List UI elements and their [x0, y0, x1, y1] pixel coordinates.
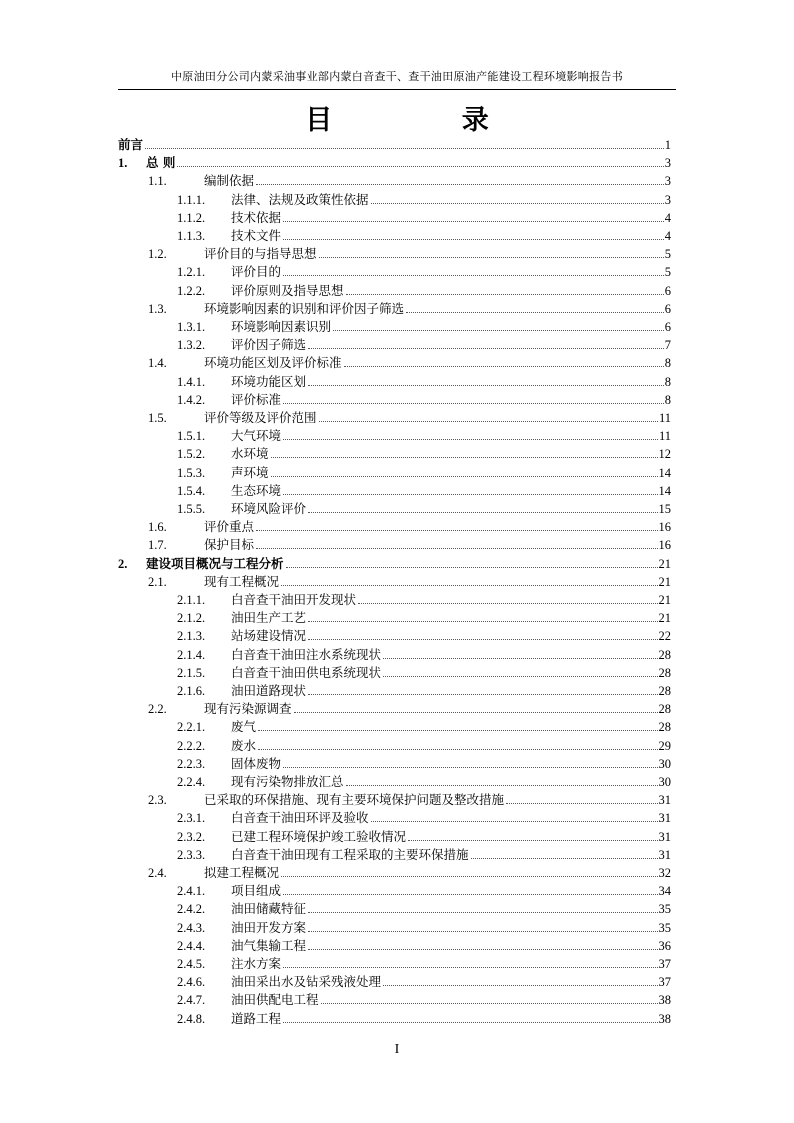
toc-entry-page: 3 — [664, 192, 671, 207]
toc-entry-number: 2. — [118, 556, 128, 571]
toc-entry[interactable] — [148, 536, 671, 553]
toc-entry-number: 2.4.2. — [177, 902, 206, 917]
toc-entry-page: 21 — [658, 574, 671, 589]
toc-entry-title: 白音查干油田开发现状 — [231, 592, 357, 607]
toc-entry-number: 1.2.1. — [177, 265, 206, 280]
toc-entry-title: 白音查干油田环评及验收 — [231, 810, 369, 826]
toc-entry-number: 1.5.1. — [177, 429, 206, 444]
toc-entry-number: 1.5.3. — [177, 465, 206, 480]
toc-entry[interactable] — [148, 791, 671, 808]
toc-entry-title: 已采取的环保措施、现有主要环境保护问题及整改措施 — [204, 792, 505, 808]
toc-entry[interactable] — [177, 991, 671, 1008]
toc-entry[interactable] — [177, 937, 671, 954]
toc-entry-number: 1.1.2. — [177, 210, 206, 225]
toc-entry-title: 环境功能区划 — [231, 373, 307, 389]
toc-entry-page: 11 — [658, 411, 671, 425]
toc-entry[interactable] — [148, 518, 671, 535]
toc-entry-title: 白音查干油田供电系统现状 — [231, 664, 382, 680]
toc-entry-title: 评价目的 — [231, 264, 282, 280]
toc-entry-number: 2.2.2. — [177, 738, 206, 753]
toc-entry-title: 编制依据 — [204, 173, 255, 189]
toc-entry-number: 2.4.3. — [177, 920, 206, 935]
toc-leader-dots — [256, 548, 657, 549]
toc-leader-dots — [256, 530, 657, 531]
toc-entry-page: 31 — [658, 829, 671, 844]
toc-entry-title: 油气集输工程 — [231, 937, 307, 953]
toc-entry-page: 4 — [664, 210, 671, 225]
toc-entry-page: 6 — [664, 320, 671, 334]
toc-entry-page: 22 — [658, 629, 671, 644]
toc-leader-dots — [383, 985, 657, 986]
toc-leader-dots — [308, 694, 657, 695]
toc-entry-page: 30 — [658, 775, 671, 789]
toc-entry-number: 2.4.7. — [177, 993, 206, 1008]
toc-entry-page: 14 — [658, 465, 671, 480]
toc-entry-title: 环境风险评价 — [231, 501, 307, 516]
toc-leader-dots — [308, 912, 657, 913]
toc-entry-page: 6 — [664, 301, 671, 316]
toc-entry-page: 21 — [658, 611, 671, 626]
toc-leader-dots — [258, 730, 657, 731]
toc-entry[interactable] — [177, 318, 671, 335]
toc-entry-number: 1.5.5. — [177, 502, 206, 516]
toc-entry-title: 评价目的与指导思想 — [204, 246, 317, 262]
toc-entry-number: 1.5. — [148, 411, 167, 425]
toc-entry-page: 35 — [658, 902, 671, 917]
toc-entry[interactable] — [177, 591, 671, 608]
toc-leader-dots — [358, 603, 657, 604]
toc-entry-title: 现有工程概况 — [204, 573, 280, 589]
toc-leader-dots — [383, 676, 657, 677]
toc-entry-number: 1.5.2. — [177, 447, 206, 462]
toc-entry[interactable] — [177, 482, 671, 499]
toc-leader-dots — [321, 1003, 658, 1004]
toc-entry-number: 1.2.2. — [177, 283, 206, 298]
toc-entry-title: 环境影响因素的识别和评价因子筛选 — [204, 300, 405, 316]
toc-entry-title: 注水方案 — [231, 956, 282, 971]
toc-entry-page: 28 — [658, 665, 671, 680]
toc-entry-title: 技术依据 — [231, 209, 282, 225]
toc-leader-dots — [283, 967, 657, 968]
toc-entry-title: 评价等级及评价范围 — [204, 410, 317, 425]
toc-entry-number: 2.1. — [148, 574, 167, 589]
toc-entry[interactable] — [177, 755, 671, 772]
toc-entry[interactable] — [118, 136, 671, 153]
toc-entry-page: 21 — [658, 556, 671, 571]
toc-leader-dots — [346, 294, 664, 295]
toc-entry-number: 2.4.8. — [177, 1011, 206, 1026]
toc-entry[interactable] — [177, 846, 671, 863]
toc-entry-number: 2.1.2. — [177, 611, 206, 626]
toc-entry[interactable] — [177, 882, 671, 899]
toc-entry-title: 废气 — [231, 719, 257, 735]
toc-entry-number: 1.4.2. — [177, 392, 206, 407]
toc-entry-title: 评价因子筛选 — [231, 337, 307, 353]
toc-entry-number: 1.4.1. — [177, 374, 206, 389]
toc-leader-dots — [177, 166, 663, 167]
toc-leader-dots — [308, 949, 657, 950]
toc-entry[interactable] — [177, 919, 671, 936]
toc-leader-dots — [258, 749, 657, 750]
toc-leader-dots — [283, 894, 657, 895]
toc-entry-number: 2.3.3. — [177, 847, 206, 862]
toc-entry-number: 2.4. — [148, 866, 167, 880]
toc-leader-dots — [281, 585, 657, 586]
toc-entry[interactable] — [177, 718, 671, 735]
toc-entry-page: 3 — [664, 174, 671, 189]
toc-entry-page: 34 — [658, 884, 671, 899]
toc-entry-title: 站场建设情况 — [231, 628, 307, 644]
toc-entry-number: 1. — [118, 156, 128, 171]
toc-entry-title: 油田采出水及钻采残液处理 — [231, 974, 382, 990]
toc-leader-dots — [471, 858, 658, 859]
toc-entry[interactable] — [177, 955, 671, 972]
toc-title: 目 录 — [305, 105, 549, 136]
toc-leader-dots — [319, 257, 664, 258]
toc-entry-page: 28 — [658, 702, 671, 717]
toc-entry-number: 2.2.3. — [177, 756, 206, 771]
toc-entry-number: 1.6. — [148, 520, 167, 535]
toc-entry-number: 2.3. — [148, 793, 167, 808]
toc-entry[interactable] — [177, 627, 671, 644]
toc-entry-page: 16 — [658, 520, 671, 535]
toc-entry-title: 白音查干油田注水系统现状 — [231, 646, 382, 662]
toc-entry-title: 固体废物 — [231, 755, 282, 771]
toc-entry-title: 生态环境 — [231, 482, 282, 498]
toc-entry-title: 已建工程环境保护竣工验收情况 — [231, 828, 407, 844]
toc-leader-dots — [333, 330, 664, 331]
toc-entry-number: 2.2. — [148, 702, 167, 717]
toc-entry-page: 35 — [658, 920, 671, 935]
toc-entry-page: 8 — [664, 392, 671, 407]
toc-leader-dots — [286, 567, 658, 568]
document-header: 中原油田分公司内蒙采油事业部内蒙白音查干、查干油田原油产能建设工程环境影响报告书 — [171, 70, 623, 83]
toc-entry-page: 5 — [664, 247, 671, 262]
toc-entry-title: 保护目标 — [204, 537, 255, 553]
toc-entry-title: 现有污染源调查 — [204, 701, 292, 717]
toc-entry-number: 1.4. — [148, 356, 167, 371]
toc-leader-dots — [319, 421, 658, 422]
toc-entry-title: 评价重点 — [204, 519, 255, 535]
toc-entry-title: 油田道路现状 — [231, 683, 307, 698]
toc-entry-page: 7 — [664, 338, 671, 353]
toc-entry[interactable] — [177, 227, 671, 244]
toc-leader-dots — [346, 785, 658, 786]
toc-leader-dots — [256, 184, 664, 185]
toc-entry-page: 28 — [658, 684, 671, 698]
toc-entry-page: 36 — [658, 938, 671, 953]
toc-leader-dots — [271, 457, 658, 458]
toc-entry-page: 37 — [658, 975, 671, 990]
toc-entry-page: 28 — [658, 720, 671, 735]
toc-entry-page: 38 — [658, 1011, 671, 1026]
toc-entry[interactable] — [177, 828, 671, 845]
toc-entry[interactable] — [177, 1010, 671, 1027]
toc-entry-title: 水环境 — [231, 446, 269, 462]
toc-entry-title: 拟建工程概况 — [204, 865, 280, 880]
toc-entry-number: 1.7. — [148, 538, 167, 553]
toc-entry[interactable] — [177, 737, 671, 754]
toc-entry-page: 15 — [658, 502, 671, 516]
toc-entry-page: 31 — [658, 793, 671, 808]
toc-entry[interactable] — [177, 391, 671, 408]
toc-entry-page: 6 — [664, 283, 671, 298]
toc-entry[interactable] — [177, 373, 671, 390]
toc-entry-number: 2.2.4. — [177, 775, 206, 789]
toc-leader-dots — [371, 821, 658, 822]
toc-entry-number: 1.3.2. — [177, 338, 206, 353]
toc-entry-page: 30 — [658, 756, 671, 771]
toc-entry-title: 声环境 — [231, 464, 269, 480]
toc-entry-page: 38 — [658, 993, 671, 1008]
toc-entry-title: 评价原则及指导思想 — [231, 282, 344, 298]
toc-leader-dots — [283, 767, 657, 768]
toc-entry-number: 2.4.4. — [177, 938, 206, 953]
toc-entry[interactable] — [177, 809, 671, 826]
toc-entry-title: 技术文件 — [231, 228, 282, 243]
toc-entry-number: 2.1.4. — [177, 647, 206, 662]
toc-entry-number: 2.1.3. — [177, 629, 206, 644]
toc-entry-page: 29 — [658, 738, 671, 753]
toc-entry[interactable] — [148, 864, 671, 881]
toc-entry-title: 废水 — [231, 737, 257, 753]
toc-entry[interactable] — [177, 191, 671, 208]
toc-entry-number: 2.1.6. — [177, 684, 206, 698]
toc-entry[interactable] — [148, 354, 671, 371]
toc-entry[interactable] — [177, 973, 671, 990]
toc-entry[interactable] — [148, 245, 671, 262]
toc-entry-number: 2.4.6. — [177, 975, 206, 990]
toc-entry-number: 1.1.3. — [177, 229, 206, 243]
toc-entry-page: 8 — [664, 374, 671, 389]
toc-leader-dots — [383, 658, 657, 659]
toc-entry[interactable] — [177, 664, 671, 681]
toc-leader-dots — [283, 275, 664, 276]
toc-leader-dots — [308, 512, 657, 513]
toc-entry[interactable] — [148, 172, 671, 189]
toc-entry-title: 大气环境 — [231, 428, 282, 444]
toc-entry-number: 1.2. — [148, 247, 167, 262]
toc-entry-number: 1.1. — [148, 174, 167, 189]
toc-entry[interactable] — [177, 464, 671, 481]
toc-entry-number: 1.1.1. — [177, 192, 206, 207]
toc-leader-dots — [371, 203, 664, 204]
toc-entry-page: 11 — [658, 429, 671, 444]
toc-entry-number: 2.4.5. — [177, 957, 206, 971]
toc-entry[interactable] — [177, 263, 671, 280]
toc-entry-page: 4 — [664, 229, 671, 243]
toc-entry-title: 前言 — [118, 137, 144, 152]
toc-leader-dots — [271, 476, 658, 477]
toc-leader-dots — [408, 840, 657, 841]
toc-entry-title: 道路工程 — [231, 1010, 282, 1026]
toc-entry-title: 环境功能区划及评价标准 — [204, 355, 342, 371]
toc-entry-title: 项目组成 — [231, 883, 282, 899]
toc-entry-number: 2.1.5. — [177, 665, 206, 680]
toc-entry-title: 现有污染物排放汇总 — [231, 774, 344, 789]
toc-leader-dots — [283, 221, 664, 222]
toc-entry-title: 评价标准 — [231, 391, 282, 407]
toc-entry[interactable] — [118, 555, 671, 572]
toc-entry[interactable] — [177, 445, 671, 462]
toc-entry-page: 14 — [658, 483, 671, 498]
toc-leader-dots — [308, 385, 664, 386]
toc-entry[interactable] — [177, 209, 671, 226]
toc-entry[interactable] — [177, 500, 671, 517]
toc-entry-page: 28 — [658, 647, 671, 662]
toc-leader-dots — [283, 494, 657, 495]
toc-leader-dots — [145, 148, 664, 149]
toc-leader-dots — [294, 712, 658, 713]
toc-leader-dots — [344, 366, 664, 367]
toc-entry-title: 油田生产工艺 — [231, 610, 307, 626]
toc-entry[interactable] — [148, 409, 671, 426]
toc-entry-number: 2.3.1. — [177, 811, 206, 826]
toc-leader-dots — [308, 621, 657, 622]
toc-entry-title: 白音查干油田现有工程采取的主要环保措施 — [231, 846, 469, 862]
toc-entry[interactable] — [177, 609, 671, 626]
toc-entry-number: 2.2.1. — [177, 720, 206, 735]
toc-entry[interactable] — [148, 300, 671, 317]
toc-entry[interactable] — [177, 773, 671, 790]
page-number: I — [394, 1042, 400, 1057]
toc-entry-page: 3 — [664, 156, 671, 171]
toc-entry-number: 1.5.4. — [177, 483, 206, 498]
toc-entry-page: 16 — [658, 538, 671, 553]
toc-entry[interactable] — [177, 336, 671, 353]
toc-entry-title: 油田供配电工程 — [231, 992, 319, 1008]
toc-leader-dots — [308, 348, 664, 349]
toc-entry[interactable] — [177, 282, 671, 299]
toc-entry[interactable] — [177, 682, 671, 699]
toc-leader-dots — [283, 239, 664, 240]
toc-leader-dots — [283, 403, 664, 404]
toc-entry-page: 5 — [664, 265, 671, 280]
toc-entry-title: 油田开发方案 — [231, 919, 307, 935]
toc-entry-number: 1.3.1. — [177, 320, 206, 334]
toc-entry-number: 2.1.1. — [177, 593, 206, 607]
toc-leader-dots — [308, 931, 657, 932]
toc-leader-dots — [281, 876, 657, 877]
header-rule — [118, 89, 676, 90]
toc-entry-page: 32 — [658, 866, 671, 880]
toc-entry-page: 31 — [658, 811, 671, 826]
toc-entry[interactable] — [118, 154, 671, 171]
toc-entry-title: 法律、法规及政策性依据 — [231, 191, 369, 207]
toc-leader-dots — [283, 1022, 657, 1023]
toc-entry-number: 2.3.2. — [177, 829, 206, 844]
toc-entry-title: 油田储藏特征 — [231, 901, 307, 917]
toc-leader-dots — [308, 639, 657, 640]
toc-entry-number: 2.4.1. — [177, 884, 206, 899]
toc-entry-page: 31 — [658, 847, 671, 862]
toc-entry-number: 1.3. — [148, 301, 167, 316]
toc-entry-title: 环境影响因素识别 — [231, 319, 332, 334]
toc-entry-page: 21 — [658, 593, 671, 607]
toc-leader-dots — [283, 439, 658, 440]
toc-entry-page: 1 — [664, 138, 671, 152]
toc-leader-dots — [406, 312, 664, 313]
toc-entry-page: 37 — [658, 957, 671, 971]
toc-entry[interactable] — [177, 900, 671, 917]
toc-entry[interactable] — [148, 573, 671, 590]
toc-entry-page: 8 — [664, 356, 671, 371]
toc-entry[interactable] — [177, 646, 671, 663]
toc-entry-page: 12 — [658, 447, 671, 462]
toc-entry-title: 总 则 — [146, 155, 176, 171]
toc-entry-title: 建设项目概况与工程分析 — [146, 555, 284, 571]
toc-entry[interactable] — [177, 427, 671, 444]
toc-entry[interactable] — [148, 700, 671, 717]
toc-leader-dots — [506, 803, 657, 804]
